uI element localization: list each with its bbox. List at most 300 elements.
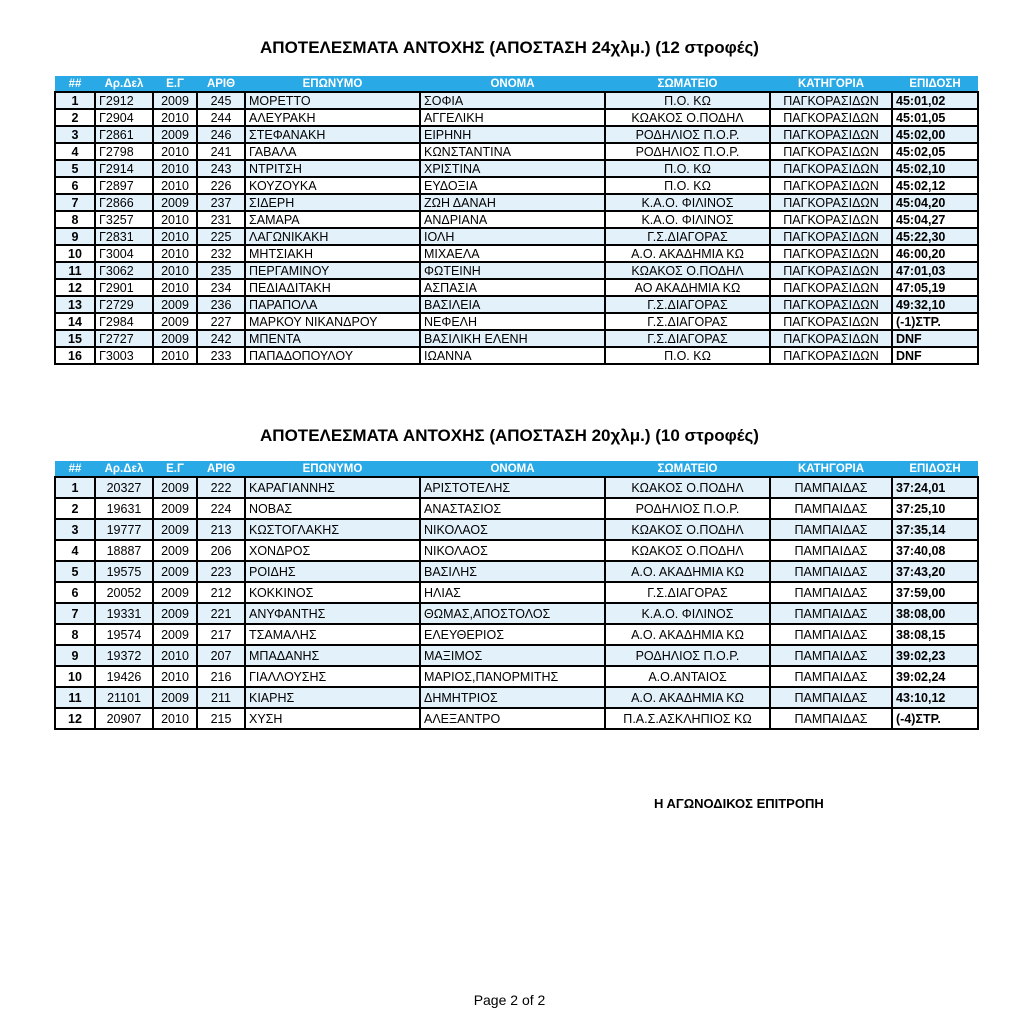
cell-birth-year: 2010 [153,109,197,126]
cell-category: ΠΑΓΚΟΡΑΣΙΔΩΝ [770,313,892,330]
cell-category: ΠΑΓΚΟΡΑΣΙΔΩΝ [770,126,892,143]
cell-bib: 212 [197,582,245,603]
cell-license: 19574 [95,624,153,645]
cell-category: ΠΑΜΠΑΙΔΑΣ [770,519,892,540]
cell-birth-year: 2009 [153,194,197,211]
cell-category: ΠΑΓΚΟΡΑΣΙΔΩΝ [770,92,892,109]
cell-category: ΠΑΜΠΑΙΔΑΣ [770,666,892,687]
cell-category: ΠΑΜΠΑΙΔΑΣ [770,498,892,519]
cell-category: ΠΑΓΚΟΡΑΣΙΔΩΝ [770,245,892,262]
cell-name: ΒΑΣΙΛΕΙΑ [420,296,605,313]
cell-name: ΗΛΙΑΣ [420,582,605,603]
cell-birth-year: 2010 [153,177,197,194]
cell-time: 38:08,15 [892,624,978,645]
cell-license: Γ2831 [95,228,153,245]
cell-time: 37:59,00 [892,582,978,603]
header-birth-year: Ε.Γ [153,76,197,92]
cell-surname: ΚΩΣΤΟΓΛΑΚΗΣ [245,519,420,540]
cell-surname: ΚΟΥΖΟΥΚΑ [245,177,420,194]
cell-license: 19426 [95,666,153,687]
cell-license: 20327 [95,477,153,498]
cell-time: 39:02,24 [892,666,978,687]
cell-club: Κ.Α.Ο. ΦΙΛΙΝΟΣ [605,194,770,211]
header-name: ΟΝΟΜΑ [420,461,605,477]
cell-time: 45:01,02 [892,92,978,109]
cell-birth-year: 2009 [153,582,197,603]
table-row [55,582,978,603]
cell-bib: 217 [197,624,245,645]
cell-name: ΙΩΑΝΝΑ [420,347,605,364]
cell-birth-year: 2010 [153,262,197,279]
cell-time: 37:24,01 [892,477,978,498]
cell-club: Α.Ο. ΑΚΑΔΗΜΙΑ ΚΩ [605,687,770,708]
cell-position: 1 [55,477,95,498]
table-header-row [55,76,978,92]
cell-position: 3 [55,126,95,143]
cell-birth-year: 2009 [153,561,197,582]
cell-bib: 206 [197,540,245,561]
cell-position: 13 [55,296,95,313]
results-table-20km [54,461,979,730]
table-row [55,666,978,687]
cell-name: ΝΕΦΕΛΗ [420,313,605,330]
cell-position: 11 [55,262,95,279]
cell-bib: 242 [197,330,245,347]
cell-time: 45:22,30 [892,228,978,245]
cell-birth-year: 2009 [153,624,197,645]
cell-surname: ΛΑΓΩΝΙΚΑΚΗ [245,228,420,245]
cell-position: 7 [55,194,95,211]
cell-club: Π.Α.Σ.ΑΣΚΛΗΠΙΟΣ ΚΩ [605,708,770,729]
cell-category: ΠΑΜΠΑΙΔΑΣ [770,540,892,561]
cell-category: ΠΑΓΚΟΡΑΣΙΔΩΝ [770,194,892,211]
cell-bib: 237 [197,194,245,211]
cell-time: 45:01,05 [892,109,978,126]
cell-time: 37:43,20 [892,561,978,582]
table-row [55,211,978,228]
cell-surname: ΠΑΠΑΔΟΠΟΥΛΟΥ [245,347,420,364]
cell-category: ΠΑΓΚΟΡΑΣΙΔΩΝ [770,109,892,126]
cell-bib: 235 [197,262,245,279]
cell-club: Π.Ο. ΚΩ [605,177,770,194]
committee-signature: Η ΑΓΩΝΟΔΙΚΟΣ ΕΠΙΤΡΟΠΗ [654,796,824,811]
cell-surname: ΣΙΔΕΡΗ [245,194,420,211]
cell-license: Γ2798 [95,143,153,160]
cell-surname: ΜΠΑΔΑΝΗΣ [245,645,420,666]
cell-category: ΠΑΓΚΟΡΑΣΙΔΩΝ [770,330,892,347]
cell-position: 4 [55,143,95,160]
cell-position: 6 [55,177,95,194]
cell-position: 7 [55,603,95,624]
cell-license: 20052 [95,582,153,603]
cell-club: ΑΟ ΑΚΑΔΗΜΙΑ ΚΩ [605,279,770,296]
cell-position: 4 [55,540,95,561]
cell-surname: ΡΟΙΔΗΣ [245,561,420,582]
table-row [55,262,978,279]
cell-name: ΦΩΤΕΙΝΗ [420,262,605,279]
cell-surname: ΣΤΕΦΑΝΑΚΗ [245,126,420,143]
cell-license: 19372 [95,645,153,666]
cell-license: Γ2866 [95,194,153,211]
cell-bib: 243 [197,160,245,177]
cell-surname: ΓΑΒΑΛΑ [245,143,420,160]
cell-club: ΡΟΔΗΛΙΟΣ Π.Ο.Ρ. [605,645,770,666]
cell-license: Γ2904 [95,109,153,126]
cell-time: 45:04,20 [892,194,978,211]
cell-name: ΧΡΙΣΤΙΝΑ [420,160,605,177]
cell-surname: ΤΣΑΜΑΛΗΣ [245,624,420,645]
cell-license: Γ2729 [95,296,153,313]
cell-name: ΙΟΛΗ [420,228,605,245]
cell-category: ΠΑΓΚΟΡΑΣΙΔΩΝ [770,143,892,160]
cell-time: 46:00,20 [892,245,978,262]
cell-birth-year: 2010 [153,160,197,177]
results-title-20km: ΑΠΟΤΕΛΕΣΜΑΤΑ ΑΝΤΟΧΗΣ (ΑΠΟΣΤΑΣΗ 20χλμ.) (10 στροφές) [260,426,759,445]
cell-license: 19575 [95,561,153,582]
header-club: ΣΩΜΑΤΕΙΟ [605,76,770,92]
cell-bib: 213 [197,519,245,540]
cell-name: ΚΩΝΣΤΑΝΤΙΝΑ [420,143,605,160]
cell-bib: 245 [197,92,245,109]
table-row [55,245,978,262]
cell-position: 3 [55,519,95,540]
cell-time: 45:02,12 [892,177,978,194]
cell-position: 15 [55,330,95,347]
cell-bib: 221 [197,603,245,624]
header-category: ΚΑΤΗΓΟΡΙΑ [770,461,892,477]
cell-position: 10 [55,245,95,262]
cell-position: 10 [55,666,95,687]
cell-license: 19777 [95,519,153,540]
cell-position: 6 [55,582,95,603]
cell-name: ΝΙΚΟΛΑΟΣ [420,540,605,561]
cell-name: ΑΝΔΡΙΑΝΑ [420,211,605,228]
cell-surname: ΜΑΡΚΟΥ ΝΙΚΑΝΔΡΟΥ [245,313,420,330]
cell-category: ΠΑΓΚΟΡΑΣΙΔΩΝ [770,262,892,279]
cell-position: 5 [55,561,95,582]
header-surname: ΕΠΩΝΥΜΟ [245,76,420,92]
cell-license: 19631 [95,498,153,519]
cell-name: ΑΡΙΣΤΟΤΕΛΗΣ [420,477,605,498]
table-row [55,126,978,143]
header-category: ΚΑΤΗΓΟΡΙΑ [770,76,892,92]
cell-birth-year: 2009 [153,477,197,498]
cell-club: Γ.Σ.ΔΙΑΓΟΡΑΣ [605,582,770,603]
cell-name: ΜΑΡΙΟΣ,ΠΑΝΟΡΜΙΤΗΣ [420,666,605,687]
cell-license: Γ2861 [95,126,153,143]
cell-position: 14 [55,313,95,330]
cell-surname: ΑΛΕΥΡΑΚΗ [245,109,420,126]
cell-surname: ΜΟΡΕΤΤΟ [245,92,420,109]
cell-license: 18887 [95,540,153,561]
cell-birth-year: 2009 [153,498,197,519]
cell-club: Γ.Σ.ΔΙΑΓΟΡΑΣ [605,313,770,330]
cell-bib: 231 [197,211,245,228]
cell-time: 47:05,19 [892,279,978,296]
table-row [55,477,978,498]
cell-surname: ΝΟΒΑΣ [245,498,420,519]
cell-club: Π.Ο. ΚΩ [605,347,770,364]
cell-position: 11 [55,687,95,708]
table-row [55,313,978,330]
cell-bib: 211 [197,687,245,708]
cell-license: 21101 [95,687,153,708]
results-body-24km [55,92,978,364]
cell-club: Γ.Σ.ΔΙΑΓΟΡΑΣ [605,330,770,347]
cell-surname: ΚΙΑΡΗΣ [245,687,420,708]
table-row [55,540,978,561]
cell-category: ΠΑΜΠΑΙΔΑΣ [770,582,892,603]
cell-name: ΑΛΕΞΑΝΤΡΟ [420,708,605,729]
table-row [55,109,978,126]
cell-birth-year: 2009 [153,92,197,109]
cell-time: 37:40,08 [892,540,978,561]
cell-license: Γ3004 [95,245,153,262]
cell-bib: 215 [197,708,245,729]
table-row [55,296,978,313]
header-position: ## [55,76,95,92]
cell-time: (-4)ΣΤΡ. [892,708,978,729]
cell-birth-year: 2010 [153,228,197,245]
cell-birth-year: 2009 [153,687,197,708]
cell-time: (-1)ΣΤΡ. [892,313,978,330]
header-name: ΟΝΟΜΑ [420,76,605,92]
table-row [55,561,978,582]
cell-club: ΚΩΑΚΟΣ Ο.ΠΟΔΗΛ [605,540,770,561]
cell-position: 16 [55,347,95,364]
header-time: ΕΠΙΔΟΣΗ [892,76,978,92]
cell-position: 12 [55,708,95,729]
cell-category: ΠΑΓΚΟΡΑΣΙΔΩΝ [770,347,892,364]
cell-birth-year: 2010 [153,666,197,687]
cell-club: ΡΟΔΗΛΙΟΣ Π.Ο.Ρ. [605,143,770,160]
cell-birth-year: 2010 [153,211,197,228]
cell-time: 43:10,12 [892,687,978,708]
cell-license: Γ3003 [95,347,153,364]
cell-license: Γ2912 [95,92,153,109]
cell-license: Γ2897 [95,177,153,194]
cell-birth-year: 2009 [153,603,197,624]
cell-name: ΑΓΓΕΛΙΚΗ [420,109,605,126]
table-row [55,645,978,666]
header-license: Αρ.Δελ [95,76,153,92]
cell-position: 1 [55,92,95,109]
cell-bib: 234 [197,279,245,296]
cell-bib: 226 [197,177,245,194]
cell-category: ΠΑΜΠΑΙΔΑΣ [770,708,892,729]
cell-time: DNF [892,347,978,364]
cell-name: ΒΑΣΙΛΙΚΗ ΕΛΕΝΗ [420,330,605,347]
cell-time: 37:25,10 [892,498,978,519]
cell-surname: ΧΥΣΗ [245,708,420,729]
cell-time: 47:01,03 [892,262,978,279]
cell-surname: ΣΑΜΑΡΑ [245,211,420,228]
cell-birth-year: 2010 [153,347,197,364]
cell-category: ΠΑΜΠΑΙΔΑΣ [770,561,892,582]
cell-club: Α.Ο. ΑΚΑΔΗΜΙΑ ΚΩ [605,561,770,582]
cell-license: Γ3062 [95,262,153,279]
cell-time: 49:32,10 [892,296,978,313]
cell-time: 45:02,05 [892,143,978,160]
cell-bib: 244 [197,109,245,126]
table-row [55,687,978,708]
table-row [55,603,978,624]
results-body-20km [55,477,978,729]
cell-bib: 224 [197,498,245,519]
cell-birth-year: 2010 [153,645,197,666]
cell-surname: ΓΙΑΛΛΟΥΣΗΣ [245,666,420,687]
cell-name: ΕΥΔΟΞΙΑ [420,177,605,194]
cell-club: Γ.Σ.ΔΙΑΓΟΡΑΣ [605,296,770,313]
cell-surname: ΠΕΔΙΑΔΙΤΑΚΗ [245,279,420,296]
cell-license: 20907 [95,708,153,729]
cell-bib: 232 [197,245,245,262]
cell-time: 38:08,00 [892,603,978,624]
cell-birth-year: 2009 [153,126,197,143]
header-bib: ΑΡΙΘ [197,76,245,92]
cell-club: Κ.Α.Ο. ΦΙΛΙΝΟΣ [605,603,770,624]
cell-name: ΣΟΦΙΑ [420,92,605,109]
table-row [55,194,978,211]
results-table-24km [54,76,979,365]
table-row [55,279,978,296]
cell-category: ΠΑΓΚΟΡΑΣΙΔΩΝ [770,296,892,313]
table-row [55,92,978,109]
cell-birth-year: 2010 [153,708,197,729]
table-row [55,177,978,194]
table-row [55,519,978,540]
cell-birth-year: 2009 [153,519,197,540]
cell-time: 45:02,10 [892,160,978,177]
cell-name: ΖΩΗ ΔΑΝΑΗ [420,194,605,211]
cell-category: ΠΑΜΠΑΙΔΑΣ [770,645,892,666]
cell-position: 5 [55,160,95,177]
cell-category: ΠΑΓΚΟΡΑΣΙΔΩΝ [770,160,892,177]
header-bib: ΑΡΙΘ [197,461,245,477]
cell-name: ΕΛΕΥΘΕΡΙΟΣ [420,624,605,645]
cell-surname: ΝΤΡΙΤΣΗ [245,160,420,177]
cell-surname: ΠΕΡΓΑΜΙΝΟΥ [245,262,420,279]
cell-license: Γ2914 [95,160,153,177]
cell-position: 2 [55,109,95,126]
cell-birth-year: 2009 [153,330,197,347]
cell-birth-year: 2010 [153,279,197,296]
cell-position: 8 [55,624,95,645]
header-club: ΣΩΜΑΤΕΙΟ [605,461,770,477]
cell-club: ΚΩΑΚΟΣ Ο.ΠΟΔΗΛ [605,477,770,498]
table-row [55,228,978,245]
table-row [55,330,978,347]
cell-birth-year: 2009 [153,313,197,330]
cell-surname: ΧΟΝΔΡΟΣ [245,540,420,561]
cell-position: 9 [55,645,95,666]
cell-name: ΑΝΑΣΤΑΣΙΟΣ [420,498,605,519]
cell-category: ΠΑΓΚΟΡΑΣΙΔΩΝ [770,177,892,194]
results-title-24km: ΑΠΟΤΕΛΕΣΜΑΤΑ ΑΝΤΟΧΗΣ (ΑΠΟΣΤΑΣΗ 24χλμ.) (12 στροφές) [260,38,759,57]
cell-position: 2 [55,498,95,519]
cell-position: 9 [55,228,95,245]
table-row [55,498,978,519]
header-time: ΕΠΙΔΟΣΗ [892,461,978,477]
cell-surname: ΜΗΤΣΙΑΚΗ [245,245,420,262]
cell-club: Κ.Α.Ο. ΦΙΛΙΝΟΣ [605,211,770,228]
cell-name: ΜΑΞΙΜΟΣ [420,645,605,666]
header-surname: ΕΠΩΝΥΜΟ [245,461,420,477]
cell-bib: 207 [197,645,245,666]
cell-club: ΚΩΑΚΟΣ Ο.ΠΟΔΗΛ [605,109,770,126]
cell-category: ΠΑΓΚΟΡΑΣΙΔΩΝ [770,279,892,296]
cell-license: Γ2727 [95,330,153,347]
cell-bib: 233 [197,347,245,364]
cell-name: ΜΙΧΑΕΛΑ [420,245,605,262]
cell-category: ΠΑΓΚΟΡΑΣΙΔΩΝ [770,211,892,228]
cell-bib: 246 [197,126,245,143]
cell-category: ΠΑΜΠΑΙΔΑΣ [770,687,892,708]
table-row [55,708,978,729]
cell-name: ΒΑΣΙΛΗΣ [420,561,605,582]
cell-club: Π.Ο. ΚΩ [605,160,770,177]
cell-surname: ΠΑΡΑΠΟΛΑ [245,296,420,313]
table-header-row [55,461,978,477]
cell-birth-year: 2009 [153,296,197,313]
cell-time: 45:04,27 [892,211,978,228]
cell-time: 39:02,23 [892,645,978,666]
table-row [55,347,978,364]
cell-surname: ΚΟΚΚΙΝΟΣ [245,582,420,603]
cell-club: Α.Ο.ΑΝΤΑΙΟΣ [605,666,770,687]
cell-club: ΚΩΑΚΟΣ Ο.ΠΟΔΗΛ [605,262,770,279]
cell-club: Α.Ο. ΑΚΑΔΗΜΙΑ ΚΩ [605,245,770,262]
cell-club: ΡΟΔΗΛΙΟΣ Π.Ο.Ρ. [605,126,770,143]
cell-bib: 222 [197,477,245,498]
table-row [55,160,978,177]
cell-bib: 227 [197,313,245,330]
cell-birth-year: 2010 [153,143,197,160]
cell-bib: 241 [197,143,245,160]
cell-name: ΝΙΚΟΛΑΟΣ [420,519,605,540]
cell-bib: 225 [197,228,245,245]
cell-surname: ΜΠΕΝΤΑ [245,330,420,347]
cell-category: ΠΑΜΠΑΙΔΑΣ [770,603,892,624]
cell-name: ΕΙΡΗΝΗ [420,126,605,143]
cell-license: Γ3257 [95,211,153,228]
cell-position: 12 [55,279,95,296]
cell-name: ΔΗΜΗΤΡΙΟΣ [420,687,605,708]
cell-club: Π.Ο. ΚΩ [605,92,770,109]
cell-surname: ΑΝΥΦΑΝΤΗΣ [245,603,420,624]
cell-name: ΘΩΜΑΣ,ΑΠΟΣΤΟΛΟΣ [420,603,605,624]
header-position: ## [55,461,95,477]
cell-category: ΠΑΓΚΟΡΑΣΙΔΩΝ [770,228,892,245]
cell-birth-year: 2009 [153,540,197,561]
table-row [55,143,978,160]
cell-category: ΠΑΜΠΑΙΔΑΣ [770,624,892,645]
cell-name: ΑΣΠΑΣΙΑ [420,279,605,296]
cell-time: 45:02,00 [892,126,978,143]
cell-time: 37:35,14 [892,519,978,540]
cell-birth-year: 2010 [153,245,197,262]
cell-license: Γ2901 [95,279,153,296]
page-number: Page 2 of 2 [473,992,546,1008]
cell-club: Α.Ο. ΑΚΑΔΗΜΙΑ ΚΩ [605,624,770,645]
cell-bib: 223 [197,561,245,582]
cell-bib: 236 [197,296,245,313]
header-license: Αρ.Δελ [95,461,153,477]
header-birth-year: Ε.Γ [153,461,197,477]
cell-bib: 216 [197,666,245,687]
cell-club: Γ.Σ.ΔΙΑΓΟΡΑΣ [605,228,770,245]
cell-category: ΠΑΜΠΑΙΔΑΣ [770,477,892,498]
